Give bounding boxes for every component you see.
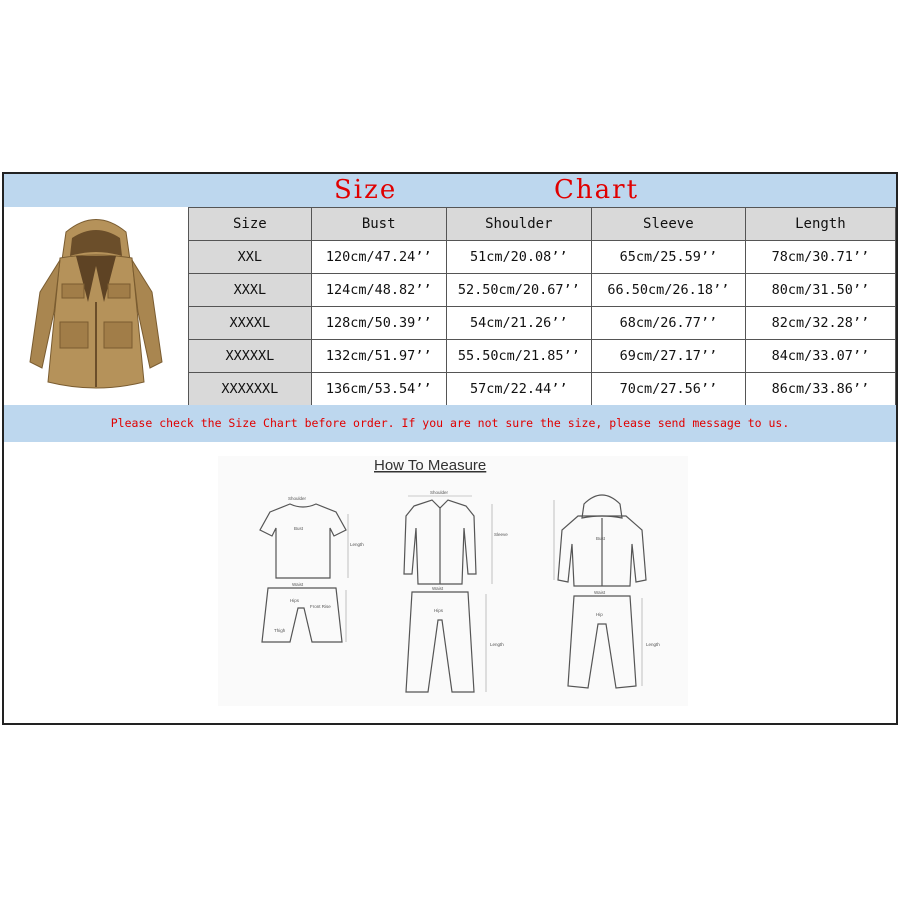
label-length-joggers: Length (646, 642, 660, 647)
cell-bust: 128cm/50.39’’ (311, 307, 446, 340)
table-row (189, 241, 896, 274)
cell-length: 80cm/31.50’’ (745, 274, 895, 307)
cell-size: XXXXXL (189, 340, 312, 373)
cell-bust: 120cm/47.24’’ (311, 241, 446, 274)
table-row (189, 307, 896, 340)
cell-sleeve: 66.50cm/26.18’’ (591, 274, 745, 307)
cell-shoulder: 52.50cm/20.67’’ (446, 274, 591, 307)
label-waist-joggers: Waist (594, 590, 606, 595)
label-length: Length (350, 542, 364, 547)
cell-length: 84cm/33.07’’ (745, 340, 895, 373)
how-to-measure-diagram (218, 456, 688, 706)
label-sleeve: Sleeve (494, 532, 508, 537)
header-length: Length (745, 208, 895, 241)
measure-title: How To Measure (374, 457, 487, 474)
notice-bar (4, 405, 896, 442)
cell-size: XXL (189, 241, 312, 274)
header-sleeve: Sleeve (591, 208, 745, 241)
label-length-trousers: Length (490, 642, 504, 647)
cell-sleeve: 65cm/25.59’’ (591, 241, 745, 274)
table-row (189, 373, 896, 406)
label-bust-hoodie: Bust (596, 536, 606, 541)
cell-bust: 136cm/53.54’’ (311, 373, 446, 406)
header-shoulder: Shoulder (446, 208, 591, 241)
cell-length: 86cm/33.86’’ (745, 373, 895, 406)
cell-shoulder: 54cm/21.26’’ (446, 307, 591, 340)
title-size: Size (334, 175, 398, 205)
size-chart-frame (2, 172, 898, 725)
label-waist-trousers: Waist (432, 586, 444, 591)
size-table (188, 207, 896, 406)
label-shoulder: Shoulder (288, 496, 307, 501)
cell-sleeve: 68cm/26.77’’ (591, 307, 745, 340)
table-header-row (189, 208, 896, 241)
cell-length: 82cm/32.28’’ (745, 307, 895, 340)
label-waist: Waist (292, 582, 304, 587)
table-row (189, 340, 896, 373)
cell-bust: 124cm/48.82’’ (311, 274, 446, 307)
cell-shoulder: 55.50cm/21.85’’ (446, 340, 591, 373)
table-row (189, 274, 896, 307)
header-size: Size (189, 208, 312, 241)
cell-shoulder: 57cm/22.44’’ (446, 373, 591, 406)
header-bust: Bust (311, 208, 446, 241)
cell-sleeve: 69cm/27.17’’ (591, 340, 745, 373)
title-chart: Chart (554, 175, 640, 205)
cell-bust: 132cm/51.97’’ (311, 340, 446, 373)
label-shoulder-shirt: Shoulder (430, 490, 449, 495)
cell-shoulder: 51cm/20.08’’ (446, 241, 591, 274)
order-notice: Please check the Size Chart before order. If you are not sure the size, please send message to us. (110, 416, 790, 430)
cell-sleeve: 70cm/27.56’’ (591, 373, 745, 406)
label-hips: Hips (290, 598, 300, 603)
label-hip: Hip (596, 612, 603, 617)
label-hips-trousers: Hips (434, 608, 444, 613)
label-thigh: Thigh (274, 628, 286, 633)
cell-size: XXXL (189, 274, 312, 307)
label-bust: Bust (294, 526, 304, 531)
cell-size: XXXXXXL (189, 373, 312, 406)
cell-length: 78cm/30.71’’ (745, 241, 895, 274)
label-front-rise: Front Rise (310, 604, 331, 609)
jacket-image (26, 212, 166, 412)
cell-size: XXXXL (189, 307, 312, 340)
title-bar (4, 174, 896, 207)
